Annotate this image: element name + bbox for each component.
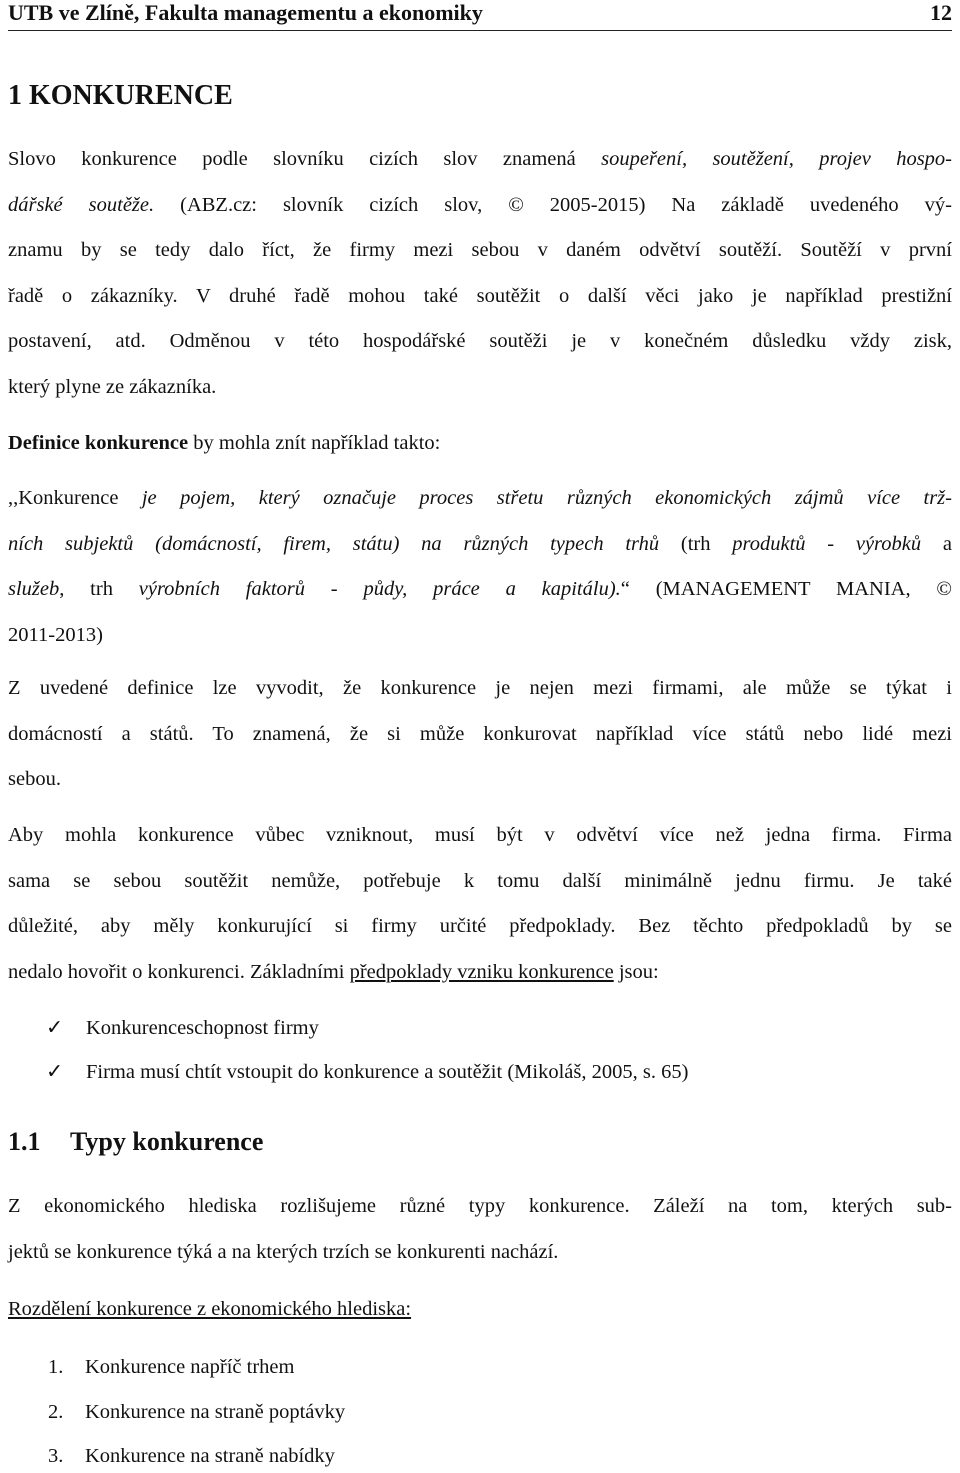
paragraph-intro <box>8 137 952 410</box>
section-heading <box>8 1127 263 1157</box>
text-line: ních subjektů (domácností, firem, státu) na různých typech trhů (trh produktů - výrobků a <box>8 532 952 555</box>
text-line: služeb, trh výrobních faktorů - půdy, práce a kapitálu).“ (MANAGEMENT MANIA, © <box>8 578 952 600</box>
text-line: postavení, atd. Odměnou v této hospodářské soutěži je v konečném důsledku vždy zisk, <box>8 330 952 352</box>
paragraph-definition-quote <box>8 476 952 658</box>
paragraph-conclusion <box>8 666 952 803</box>
paragraph-division <box>8 1287 952 1333</box>
text-line: dářské soutěže. (ABZ.cz: slovník cizích slov, © 2005-2015) Na základě uvedeného vý- <box>8 193 952 216</box>
paragraph-prerequisites <box>8 813 952 995</box>
text-line: řadě o zákazníky. V druhé řadě mohou také soutěžit o další věci jako je například prestižní <box>8 284 952 307</box>
text-line: sebou. <box>8 768 61 790</box>
page-number: 12 <box>930 0 952 25</box>
chapter-heading: 1 KONKURENCE <box>8 80 233 111</box>
text-line: nedalo hovořit o konkurenci. Základními předpoklady vzniku konkurence jsou: <box>8 960 659 983</box>
section-title: Typy konkurence <box>70 1127 264 1156</box>
paragraph-types <box>8 1184 952 1275</box>
underlined-phrase: předpoklady vzniku konkurence <box>349 960 614 983</box>
text-line: domácností a států. To znamená, že si může konkurovat například více států nebo lidé mezi <box>8 722 952 745</box>
text-line: znamu by se tedy dalo říct, že firmy mezi sebou v daném odvětví soutěží. Soutěží v první <box>8 239 952 261</box>
text-line: Aby mohla konkurence vůbec vzniknout, musí být v odvětví více než jedna firma. Firma <box>8 824 952 846</box>
bold-term: Definice konkurence <box>8 432 189 454</box>
checkmark-icon: ✓ <box>46 1015 64 1039</box>
checkmark-icon: ✓ <box>46 1059 64 1083</box>
text-line: jektů se konkurence týká a na kterých trzích se konkurenti nachází. <box>8 1240 559 1263</box>
list-item: 2. Konkurence na straně poptávky <box>48 1401 346 1423</box>
checklist-item: ✓ Firma musí chtít vstoupit do konkurence a soutěžit (Mikoláš, 2005, s. 65) <box>46 1056 688 1087</box>
text-line: Slovo konkurence podle slovníku cizích slov znamená soupeření, soutěžení, projev hospo- <box>8 148 952 170</box>
running-header <box>8 0 952 31</box>
text-line <box>8 1287 952 1333</box>
text-line: ,,Konkurence je pojem, který označuje proces střetu různých ekonomických zájmů více trž- <box>8 487 952 509</box>
list-item: 3. Konkurence na straně nabídky <box>48 1445 335 1467</box>
text-line: Z uvedené definice lze vyvodit, že konkurence je nejen mezi firmami, ale může se týkat i <box>8 677 952 699</box>
text-line: sama se sebou soutěžit nemůže, potřebuje k tomu další minimálně jednu firmu. Je také <box>8 869 952 892</box>
text-line: Z ekonomického hlediska rozlišujeme různé typy konkurence. Záleží na tom, kterých sub- <box>8 1195 952 1217</box>
checklist-item: ✓ Konkurenceschopnost firmy <box>46 1012 319 1043</box>
paragraph-definition-intro <box>8 421 952 467</box>
section-number: 1.1 <box>8 1127 41 1156</box>
text-line: 2011-2013) <box>8 623 103 646</box>
list-item: 1. Konkurence napříč trhem <box>48 1356 295 1378</box>
underlined-phrase: Rozdělení konkurence z ekonomického hlediska: <box>8 1298 412 1320</box>
header-title: UTB ve Zlíně, Fakulta managementu a ekonomiky <box>8 0 483 25</box>
text-line: důležité, aby měly konkurující si firmy určité předpoklady. Bez těchto předpokladů by se <box>8 915 952 937</box>
text-line: Definice konkurence by mohla znít například takto: <box>8 432 441 454</box>
text-line: který plyne ze zákazníka. <box>8 375 217 398</box>
